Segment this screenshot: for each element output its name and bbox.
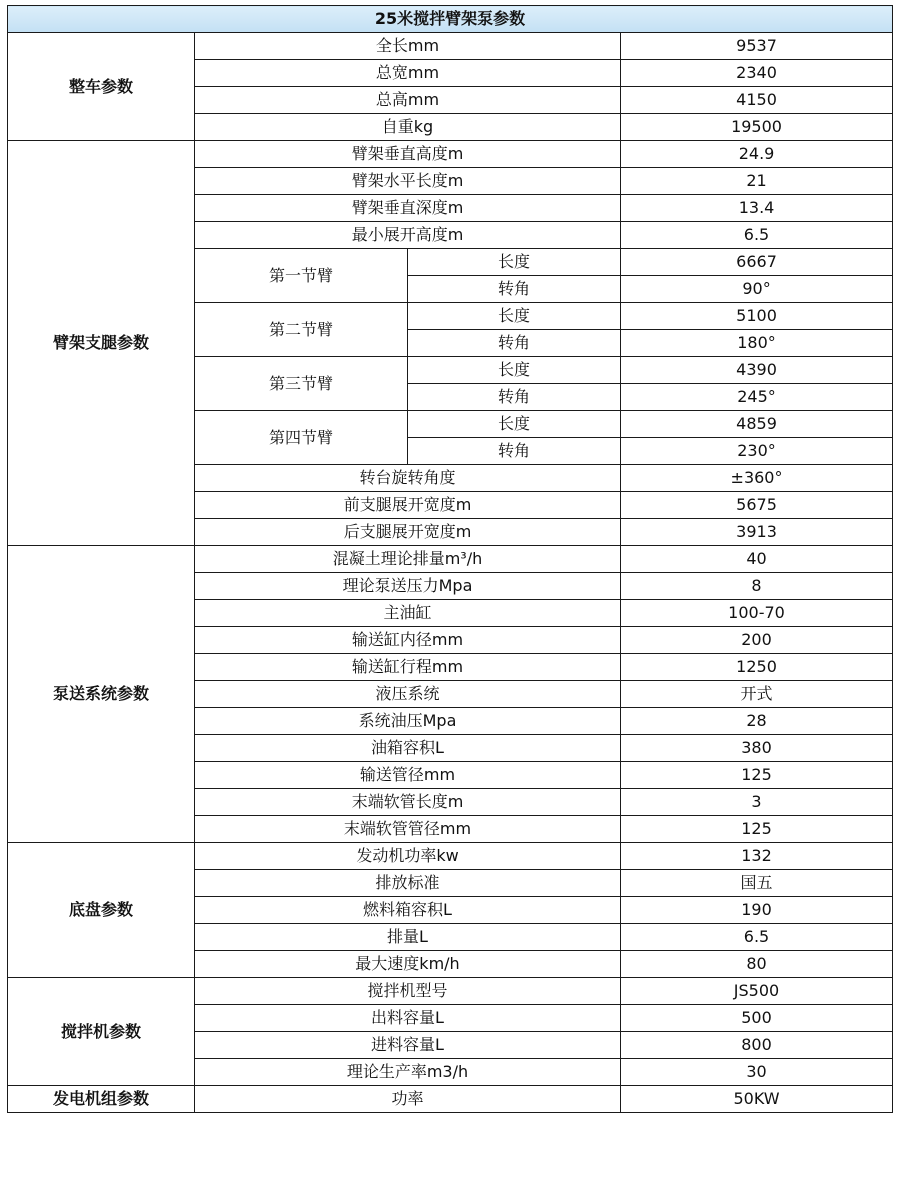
- table-title: 25米搅拌臂架泵参数: [8, 6, 893, 33]
- category-cell: 发电机组参数: [8, 1086, 195, 1113]
- param-label: 排放标准: [195, 870, 621, 897]
- param-label: 臂架垂直深度m: [195, 195, 621, 222]
- param-sub-label: 长度: [408, 411, 621, 438]
- param-sub-label: 长度: [408, 249, 621, 276]
- boom-section-label: 第四节臂: [195, 411, 408, 465]
- param-value: 40: [621, 546, 893, 573]
- table-row: [8, 33, 893, 60]
- param-value: 21: [621, 168, 893, 195]
- param-value: 8: [621, 573, 893, 600]
- param-value: 125: [621, 762, 893, 789]
- table-row: [8, 1086, 893, 1113]
- param-label: 功率: [195, 1086, 621, 1113]
- param-value: 3: [621, 789, 893, 816]
- param-label: 前支腿展开宽度m: [195, 492, 621, 519]
- param-value: 2340: [621, 60, 893, 87]
- param-value: 19500: [621, 114, 893, 141]
- param-label: 主油缸: [195, 600, 621, 627]
- param-sub-label: 转角: [408, 276, 621, 303]
- param-value: 180°: [621, 330, 893, 357]
- param-label: 臂架垂直高度m: [195, 141, 621, 168]
- param-value: 开式: [621, 681, 893, 708]
- boom-section-label: 第一节臂: [195, 249, 408, 303]
- param-sub-label: 转角: [408, 330, 621, 357]
- param-value: 6.5: [621, 924, 893, 951]
- param-label: 转台旋转角度: [195, 465, 621, 492]
- param-value: 6667: [621, 249, 893, 276]
- param-value: 380: [621, 735, 893, 762]
- param-value: 100-70: [621, 600, 893, 627]
- param-value: 125: [621, 816, 893, 843]
- param-value: 4859: [621, 411, 893, 438]
- spec-table: [7, 5, 893, 1113]
- param-value: 1250: [621, 654, 893, 681]
- param-label: 输送缸行程mm: [195, 654, 621, 681]
- param-sub-label: 转角: [408, 438, 621, 465]
- category-cell: 整车参数: [8, 33, 195, 141]
- param-label: 最小展开高度m: [195, 222, 621, 249]
- param-sub-label: 转角: [408, 384, 621, 411]
- param-value: 5100: [621, 303, 893, 330]
- table-row: [8, 978, 893, 1005]
- param-value: 9537: [621, 33, 893, 60]
- table-row: [8, 141, 893, 168]
- param-value: JS500: [621, 978, 893, 1005]
- param-value: 800: [621, 1032, 893, 1059]
- param-value: 90°: [621, 276, 893, 303]
- param-label: 燃料箱容积L: [195, 897, 621, 924]
- param-value: 500: [621, 1005, 893, 1032]
- param-value: 132: [621, 843, 893, 870]
- category-cell: 泵送系统参数: [8, 546, 195, 843]
- param-sub-label: 长度: [408, 357, 621, 384]
- param-value: 国五: [621, 870, 893, 897]
- param-label: 自重kg: [195, 114, 621, 141]
- param-value: 230°: [621, 438, 893, 465]
- param-label: 后支腿展开宽度m: [195, 519, 621, 546]
- param-value: 50KW: [621, 1086, 893, 1113]
- param-value: 5675: [621, 492, 893, 519]
- param-label: 发动机功率kw: [195, 843, 621, 870]
- param-value: 4150: [621, 87, 893, 114]
- category-cell: 搅拌机参数: [8, 978, 195, 1086]
- param-label: 理论泵送压力Mpa: [195, 573, 621, 600]
- param-label: 输送缸内径mm: [195, 627, 621, 654]
- boom-section-label: 第三节臂: [195, 357, 408, 411]
- param-label: 排量L: [195, 924, 621, 951]
- param-label: 总高mm: [195, 87, 621, 114]
- table-row: [8, 546, 893, 573]
- param-value: 80: [621, 951, 893, 978]
- param-label: 末端软管长度m: [195, 789, 621, 816]
- param-label: 搅拌机型号: [195, 978, 621, 1005]
- param-value: 3913: [621, 519, 893, 546]
- param-label: 总宽mm: [195, 60, 621, 87]
- param-value: 245°: [621, 384, 893, 411]
- param-label: 臂架水平长度m: [195, 168, 621, 195]
- param-label: 混凝土理论排量m³/h: [195, 546, 621, 573]
- param-sub-label: 长度: [408, 303, 621, 330]
- table-row: [8, 843, 893, 870]
- param-label: 全长mm: [195, 33, 621, 60]
- param-value: 6.5: [621, 222, 893, 249]
- param-value: 200: [621, 627, 893, 654]
- param-value: 13.4: [621, 195, 893, 222]
- param-label: 出料容量L: [195, 1005, 621, 1032]
- title-row: [8, 6, 893, 33]
- param-value: 24.9: [621, 141, 893, 168]
- param-label: 进料容量L: [195, 1032, 621, 1059]
- param-value: 4390: [621, 357, 893, 384]
- param-label: 末端软管管径mm: [195, 816, 621, 843]
- category-cell: 臂架支腿参数: [8, 141, 195, 546]
- category-cell: 底盘参数: [8, 843, 195, 978]
- param-label: 油箱容积L: [195, 735, 621, 762]
- param-value: 28: [621, 708, 893, 735]
- param-value: ±360°: [621, 465, 893, 492]
- param-value: 30: [621, 1059, 893, 1086]
- param-label: 输送管径mm: [195, 762, 621, 789]
- param-label: 理论生产率m3/h: [195, 1059, 621, 1086]
- boom-section-label: 第二节臂: [195, 303, 408, 357]
- param-value: 190: [621, 897, 893, 924]
- param-label: 最大速度km/h: [195, 951, 621, 978]
- param-label: 系统油压Mpa: [195, 708, 621, 735]
- param-label: 液压系统: [195, 681, 621, 708]
